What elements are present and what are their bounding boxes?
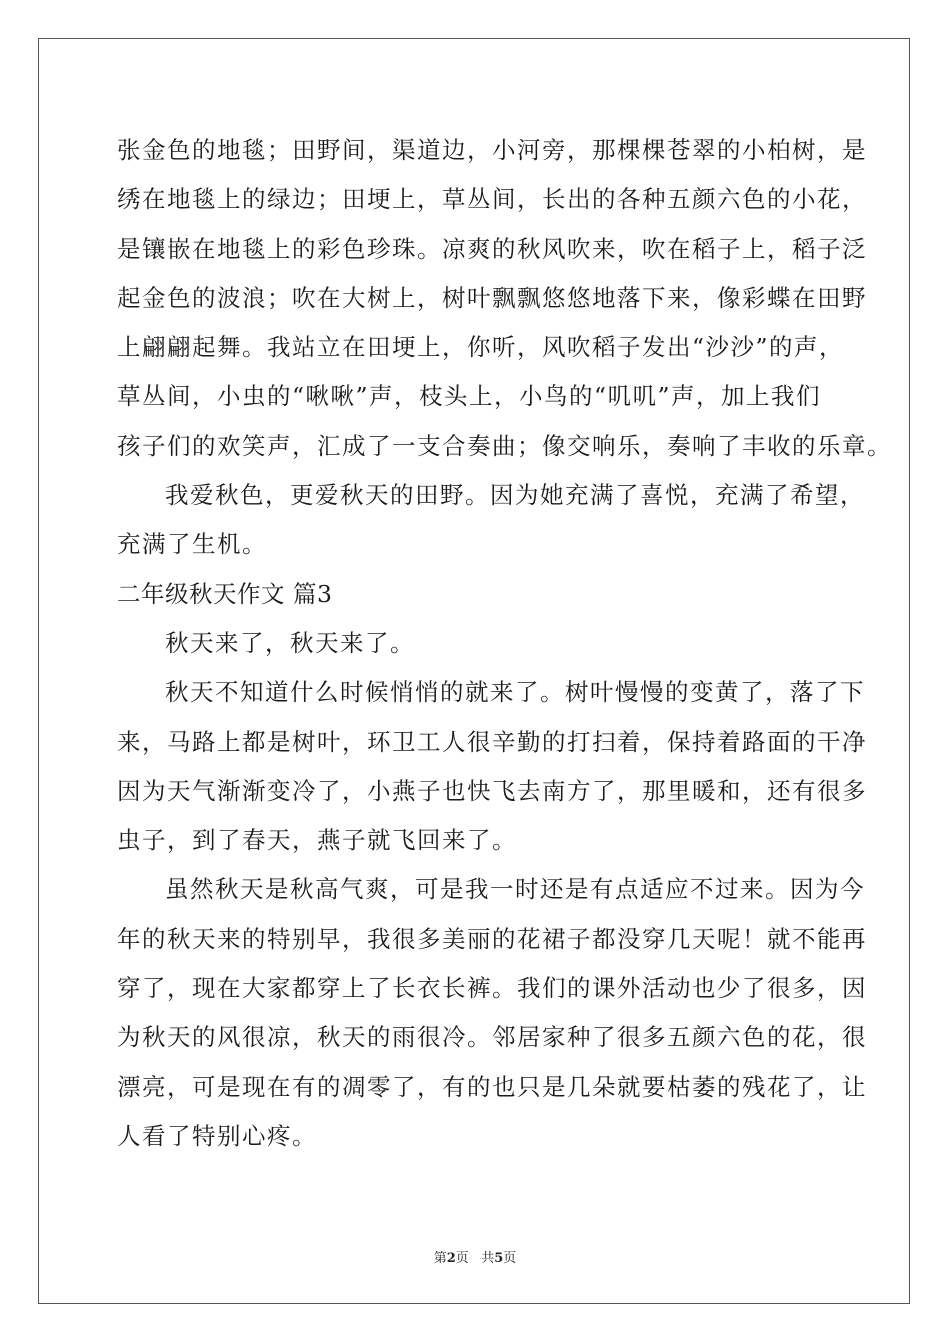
text-line: 张金色的地毯；田野间，渠道边，小河旁，那棵棵苍翠的小柏树，是: [117, 136, 867, 164]
text-line: 年的秋天来的特别早，我很多美丽的花裙子都没穿几天呢！就不能再: [117, 924, 867, 953]
text-line: 虽然秋天是秋高气爽，可是我一时还是有点适应不过来。因为今: [165, 875, 865, 904]
document-body: [117, 126, 892, 1161]
text-line: 人看了特别心疼。: [117, 1121, 317, 1150]
footer-page-word: 页: [455, 1251, 469, 1266]
text-line: 因为天气渐渐变冷了，小燕子也快飞去南方了，那里暖和，还有很多: [117, 776, 867, 805]
text-line: 来，马路上都是树叶，环卫工人很辛勤的打扫着，保持着路面的干净: [117, 727, 867, 756]
text-line: 草丛间，小虫的“啾啾”声，枝头上，小鸟的“叽叽”声，加上我们: [117, 382, 822, 411]
page-footer: [0, 1247, 950, 1266]
text-line: 穿了，现在大家都穿上了长衣长裤。我们的课外活动也少了很多，因: [117, 974, 867, 1003]
footer-prefix: 第: [433, 1251, 447, 1266]
text-line: 起金色的波浪；吹在大树上，树叶飘飘悠悠地落下来，像彩蝶在田野: [117, 283, 867, 312]
footer-current-page: 2: [446, 1251, 456, 1266]
text-line: 漂亮，可是现在有的凋零了，有的也只是几朵就要枯萎的残花了，让: [117, 1072, 867, 1101]
text-line: 虫子，到了春天，燕子就飞回来了。: [117, 826, 517, 855]
text-line: 秋天不知道什么时候悄悄的就来了。树叶慢慢的变黄了，落了下: [165, 678, 865, 707]
text-line: 是镶嵌在地毯上的彩色珍珠。凉爽的秋风吹来，吹在稻子上，稻子泛: [117, 234, 867, 263]
text-line: 充满了生机。: [117, 530, 267, 559]
footer-total-pages: 5: [494, 1251, 504, 1266]
text-line: 为秋天的风很凉，秋天的雨很冷。邻居家种了很多五颜六色的花，很: [117, 1023, 867, 1052]
section-heading: 二年级秋天作文 篇3: [117, 579, 333, 608]
footer-total-suffix: 页: [503, 1251, 517, 1266]
text-line: 上翩翩起舞。我站立在田埂上，你听，风吹稻子发出“沙沙”的声，: [117, 333, 845, 362]
text-line: 秋天来了，秋天来了。: [165, 628, 415, 657]
text-line: 绣在地毯上的绿边；田埂上，草丛间，长出的各种五颜六色的小花，: [117, 185, 867, 214]
text-line: 孩子们的欢笑声，汇成了一支合奏曲；像交响乐，奏响了丰收的乐章。: [117, 431, 892, 460]
text-line: 我爱秋色，更爱秋天的田野。因为她充满了喜悦，充满了希望，: [165, 481, 865, 510]
footer-total-prefix: 共: [481, 1251, 495, 1266]
